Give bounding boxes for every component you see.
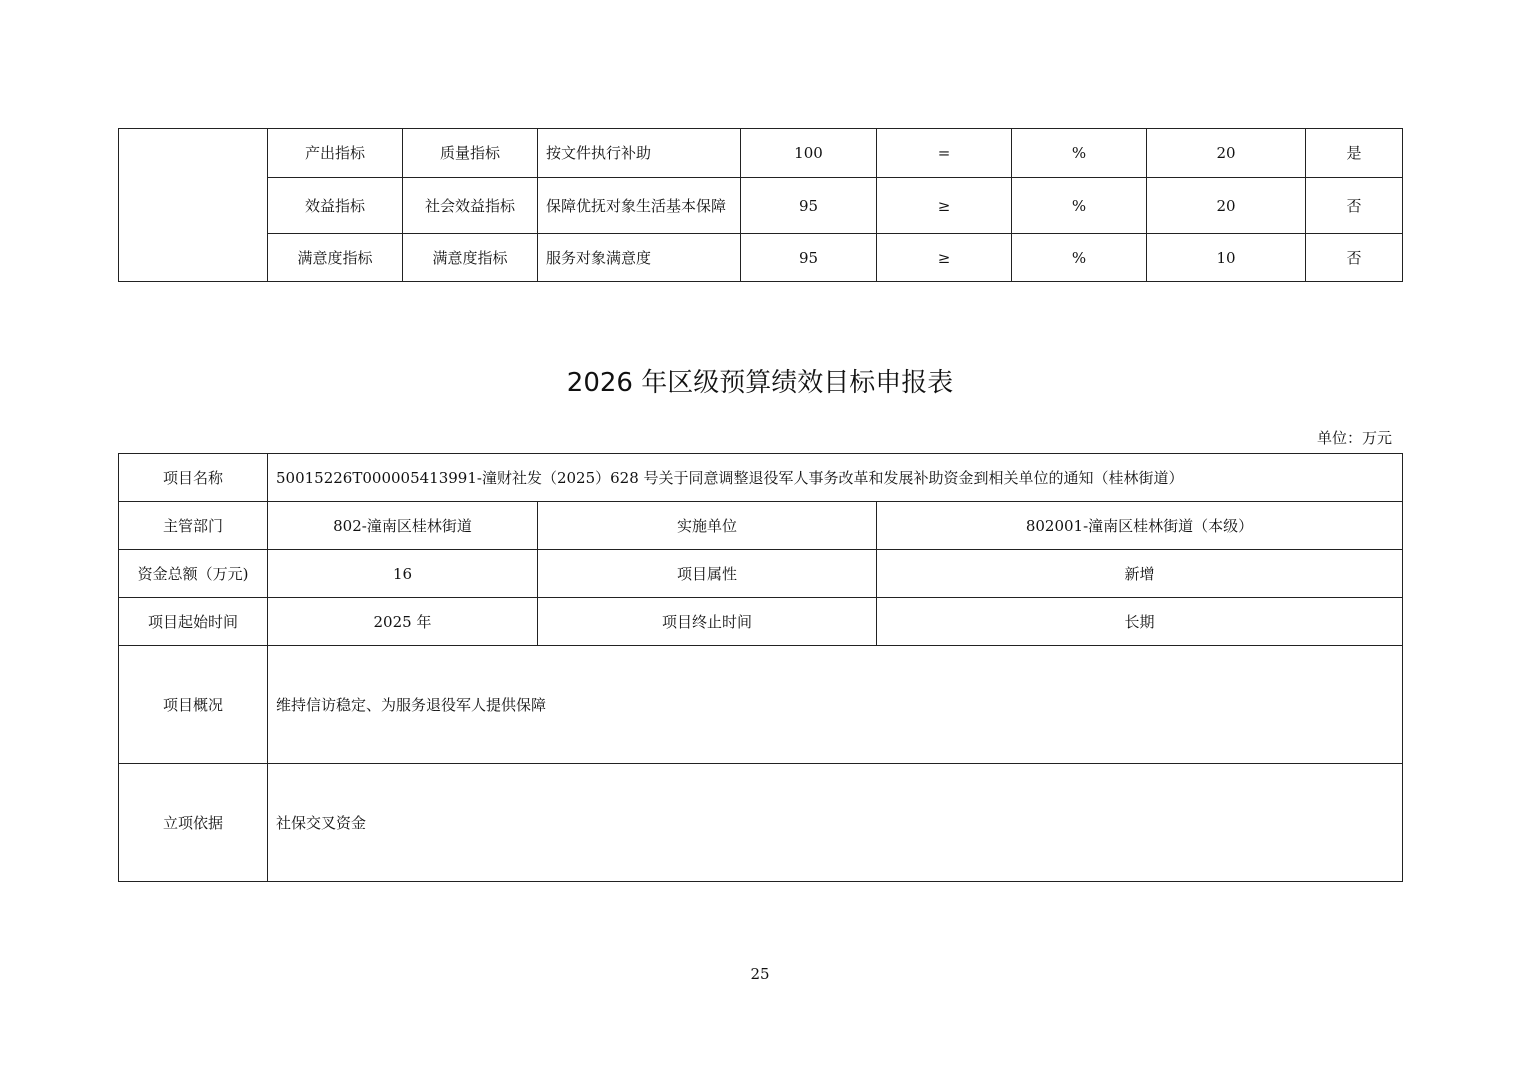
indicator-name: 保障优抚对象生活基本保障 bbox=[538, 178, 741, 234]
dept-label: 主管部门 bbox=[119, 502, 268, 550]
indicator-operator: ≥ bbox=[877, 178, 1012, 234]
indicator-operator: = bbox=[877, 129, 1012, 178]
dept-value: 802-潼南区桂林街道 bbox=[268, 502, 538, 550]
attr-label: 项目属性 bbox=[538, 550, 877, 598]
fund-label: 资金总额（万元) bbox=[119, 550, 268, 598]
unit-label: 单位：万元 bbox=[1316, 429, 1392, 447]
indicator-value: 95 bbox=[741, 178, 877, 234]
table-row bbox=[119, 646, 1403, 764]
page-title: 2026 年区级预算绩效目标申报表 bbox=[566, 368, 954, 398]
page-number: 25 bbox=[750, 965, 770, 983]
level1-indicator: 产出指标 bbox=[268, 129, 403, 178]
end-value: 长期 bbox=[877, 598, 1403, 646]
impl-label: 实施单位 bbox=[538, 502, 877, 550]
level2-indicator: 满意度指标 bbox=[403, 234, 538, 282]
table-row bbox=[119, 178, 1403, 234]
table-row bbox=[119, 454, 1403, 502]
indicator-weight: 20 bbox=[1147, 178, 1306, 234]
start-value: 2025 年 bbox=[268, 598, 538, 646]
indicator-unit: % bbox=[1012, 129, 1147, 178]
project-name-value: 50015226T000005413991-潼财社发（2025）628 号关于同意调整退役军人事务改革和发展补助资金到相关单位的通知（桂林街道） bbox=[268, 454, 1403, 502]
level2-indicator: 社会效益指标 bbox=[403, 178, 538, 234]
indicator-table bbox=[118, 128, 1403, 282]
indicator-weight: 10 bbox=[1147, 234, 1306, 282]
level2-indicator: 质量指标 bbox=[403, 129, 538, 178]
table-row bbox=[119, 502, 1403, 550]
table-row bbox=[119, 234, 1403, 282]
start-label: 项目起始时间 bbox=[119, 598, 268, 646]
basis-label: 立项依据 bbox=[119, 764, 268, 882]
indicator-name: 服务对象满意度 bbox=[538, 234, 741, 282]
indicator-weight: 20 bbox=[1147, 129, 1306, 178]
basis-value: 社保交叉资金 bbox=[268, 764, 1403, 882]
project-info-table bbox=[118, 453, 1403, 882]
indicator-operator: ≥ bbox=[877, 234, 1012, 282]
indicator-core: 否 bbox=[1306, 178, 1403, 234]
indicator-unit: % bbox=[1012, 234, 1147, 282]
indicator-value: 100 bbox=[741, 129, 877, 178]
level1-indicator: 满意度指标 bbox=[268, 234, 403, 282]
indicator-name: 按文件执行补助 bbox=[538, 129, 741, 178]
overview-value: 维持信访稳定、为服务退役军人提供保障 bbox=[268, 646, 1403, 764]
end-label: 项目终止时间 bbox=[538, 598, 877, 646]
fund-value: 16 bbox=[268, 550, 538, 598]
table-row bbox=[119, 129, 1403, 178]
indicator-value: 95 bbox=[741, 234, 877, 282]
level1-indicator: 效益指标 bbox=[268, 178, 403, 234]
indicator-unit: % bbox=[1012, 178, 1147, 234]
impl-value: 802001-潼南区桂林街道（本级） bbox=[877, 502, 1403, 550]
table-row bbox=[119, 598, 1403, 646]
project-name-label: 项目名称 bbox=[119, 454, 268, 502]
table-row bbox=[119, 550, 1403, 598]
indicator-core: 是 bbox=[1306, 129, 1403, 178]
overview-label: 项目概况 bbox=[119, 646, 268, 764]
table-row bbox=[119, 764, 1403, 882]
merged-empty-cell bbox=[119, 129, 268, 282]
attr-value: 新增 bbox=[877, 550, 1403, 598]
indicator-core: 否 bbox=[1306, 234, 1403, 282]
